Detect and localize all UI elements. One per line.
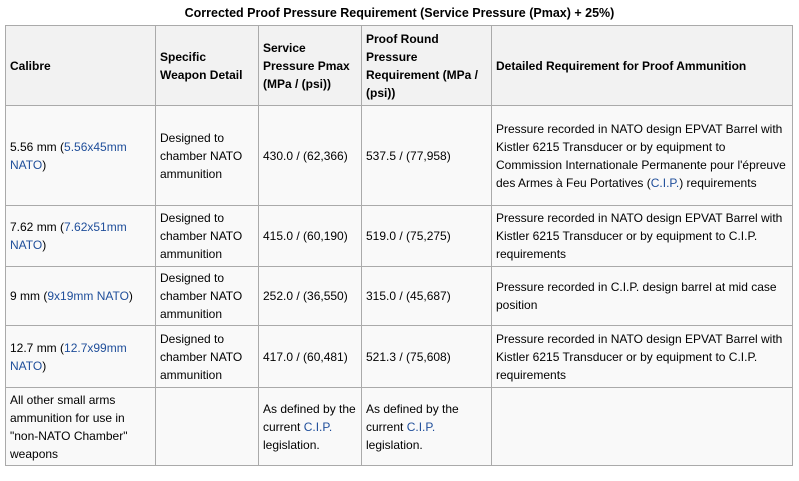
calibre-cell: 7.62 mm (7.62x51mm NATO) — [6, 206, 156, 267]
service-pressure-cell: As defined by the current C.I.P. legislation. — [259, 388, 362, 466]
service-pressure-cell: 252.0 / (36,550) — [259, 267, 362, 326]
header-weapon-detail: Specific Weapon Detail — [156, 26, 259, 106]
weapon-cell: Designed to chamber NATO ammunition — [156, 267, 259, 326]
service-pressure-cell: 417.0 / (60,481) — [259, 326, 362, 388]
cip-link[interactable]: C.I.P. — [303, 419, 333, 434]
proof-pressure-cell: 537.5 / (77,958) — [362, 106, 492, 206]
calibre-link[interactable]: 12.7x99mm NATO — [10, 340, 127, 373]
header-proof-pressure: Proof Round Pressure Requirement (MPa / (psi)) — [362, 26, 492, 106]
cip-link[interactable]: C.I.P. — [650, 175, 680, 190]
detail-cell: Pressure recorded in NATO design EPVAT Barrel with Kistler 6215 Transducer or by equipment to Commission Internationale Permanente pour l'épreuve des Armes à Feu Portatives (C.I.P.) requirements — [492, 106, 793, 206]
header-service-pressure: Service Pressure Pmax (MPa / (psi)) — [259, 26, 362, 106]
calibre-link[interactable]: 5.56x45mm NATO — [10, 139, 127, 172]
detail-cell — [492, 388, 793, 466]
weapon-cell: Designed to chamber NATO ammunition — [156, 106, 259, 206]
calibre-link[interactable]: 7.62x51mm NATO — [10, 220, 127, 252]
calibre-cell: All other small arms ammunition for use in "non-NATO Chamber" weapons — [6, 388, 156, 466]
weapon-cell: Designed to chamber NATO ammunition — [156, 206, 259, 267]
table-row — [6, 267, 793, 326]
table-row — [6, 388, 793, 466]
proof-pressure-table — [5, 25, 793, 466]
calibre-cell: 9 mm (9x19mm NATO) — [6, 267, 156, 326]
header-detailed-requirement: Detailed Requirement for Proof Ammunition — [492, 26, 793, 106]
detail-cell: Pressure recorded in NATO design EPVAT Barrel with Kistler 6215 Transducer or by equipment to C.I.P. requirements — [492, 206, 793, 267]
table-row — [6, 326, 793, 388]
proof-pressure-cell: 521.3 / (75,608) — [362, 326, 492, 388]
weapon-cell — [156, 388, 259, 466]
table-row — [6, 206, 793, 267]
service-pressure-cell: 415.0 / (60,190) — [259, 206, 362, 267]
calibre-link[interactable]: 9x19mm NATO — [47, 289, 129, 303]
header-row — [6, 26, 793, 106]
detail-cell: Pressure recorded in C.I.P. design barrel at mid case position — [492, 267, 793, 326]
calibre-cell: 5.56 mm (5.56x45mm NATO) — [6, 106, 156, 206]
weapon-cell: Designed to chamber NATO ammunition — [156, 326, 259, 388]
table-caption: Corrected Proof Pressure Requirement (Service Pressure (Pmax) + 25%) — [184, 6, 615, 20]
proof-pressure-cell: As defined by the current C.I.P. legislation. — [362, 388, 492, 466]
header-calibre: Calibre — [6, 26, 156, 106]
service-pressure-cell: 430.0 / (62,366) — [259, 106, 362, 206]
proof-pressure-cell: 315.0 / (45,687) — [362, 267, 492, 326]
detail-cell: Pressure recorded in NATO design EPVAT Barrel with Kistler 6215 Transducer or by equipment to C.I.P. requirements — [492, 326, 793, 388]
calibre-cell: 12.7 mm (12.7x99mm NATO) — [6, 326, 156, 388]
cip-link[interactable]: C.I.P. — [406, 419, 436, 434]
table-row — [6, 106, 793, 206]
proof-pressure-cell: 519.0 / (75,275) — [362, 206, 492, 267]
